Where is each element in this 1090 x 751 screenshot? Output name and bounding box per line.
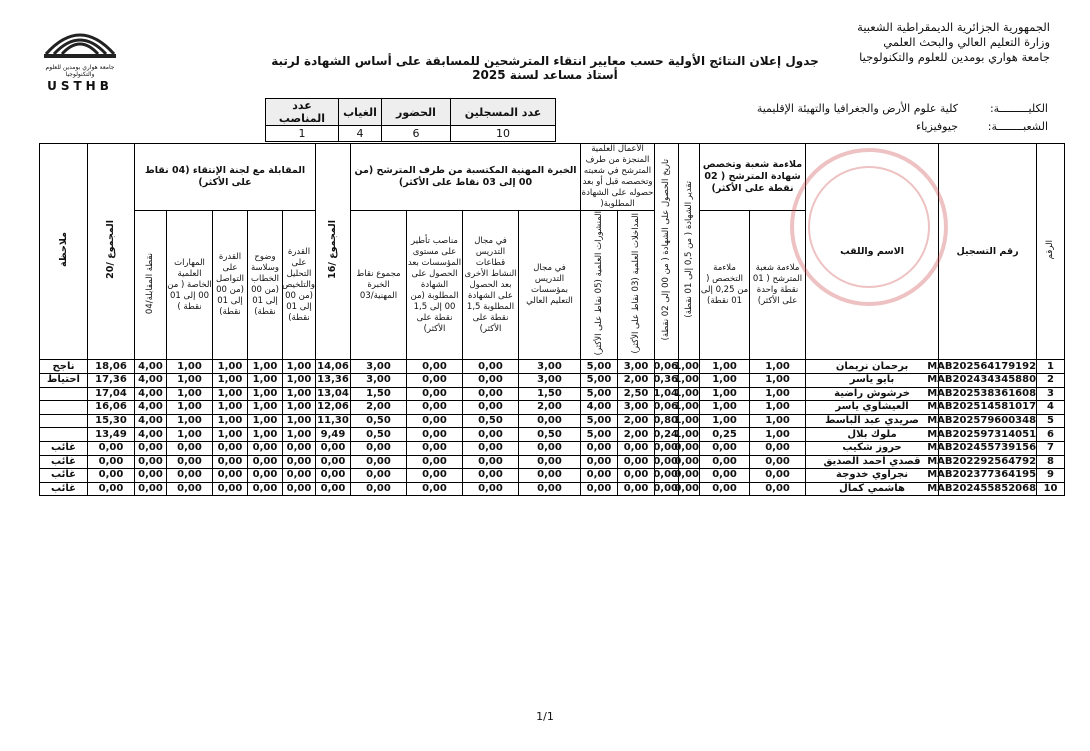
cell-name: ملوك بلال: [806, 428, 939, 442]
cell-iv: 4,00: [135, 414, 167, 428]
cell-note: [40, 401, 88, 415]
cell-i3: 1,00: [213, 428, 248, 442]
cell-name: خرشوش راضية: [806, 387, 939, 401]
cell-i3: 1,00: [213, 414, 248, 428]
summary-header: الحضور: [382, 99, 451, 126]
cell-i2: 0,00: [248, 469, 283, 483]
col-g4a-header: القدرة على التحليل والتلخيص (من 00 إلى 01 نقطة): [283, 211, 316, 360]
cell-i3: 0,00: [213, 469, 248, 483]
cell-s20: 17,36: [88, 373, 135, 387]
faculty-label: الكليـــــــــة:: [989, 102, 1048, 115]
cell-num: 1: [1037, 360, 1065, 374]
cell-num: 9: [1037, 469, 1065, 483]
cell-iv: 0,00: [135, 455, 167, 469]
col-g3c-header: مناصب تأطير على مستوى المؤسسات بعد الحصول على الشهادة المطلوبة (من 00 إلى 1,5 نقطة على الأكثر): [407, 211, 463, 360]
col-sum16-header: المجموع /16: [316, 144, 351, 360]
cell-s20: 0,00: [88, 455, 135, 469]
cell-pub: 5,00: [581, 387, 618, 401]
col-g4b-header: وضوح وسلاسة الخطاب (من 00 إلى 01 نقطة): [248, 211, 283, 360]
cell-note: [40, 428, 88, 442]
cell-i2: 1,00: [248, 360, 283, 374]
col-sum20-header: المجموع /20: [88, 144, 135, 360]
cell-i1: 1,00: [283, 414, 316, 428]
cell-note: غائب: [40, 482, 88, 496]
cell-name: صريدي عبد الباسط: [806, 414, 939, 428]
cell-i2: 0,00: [248, 441, 283, 455]
cell-iv: 4,00: [135, 360, 167, 374]
cell-i4: 0,00: [167, 469, 213, 483]
cell-t3: 0,00: [407, 441, 463, 455]
cell-b: 0,00: [700, 455, 750, 469]
table-row: [40, 441, 1065, 455]
cell-t3: 0,00: [407, 482, 463, 496]
cell-i3: 1,00: [213, 360, 248, 374]
col-g3-header: الخبرة المهنية المكتسبة من طرف المترشح (من 00 إلى 03 نقاط على الأكثر): [351, 144, 581, 211]
cell-i2: 0,00: [248, 482, 283, 496]
col-g1-header: ملاءمة شعبة وتخصص شهادة المترشح ( 02 نقطة على الأكثر): [700, 144, 806, 211]
cell-s16: 13,04: [317, 387, 349, 399]
cell-app: 0,00: [674, 483, 700, 494]
col-date-header: تاريخ الحصول على الشهادة ( من 00 إلى 02 نقطة): [655, 144, 679, 360]
summary-value: 4: [339, 126, 382, 142]
cell-exp: 3,00: [351, 360, 407, 374]
cell-i1: 1,00: [283, 373, 316, 387]
university-logo: [40, 20, 120, 93]
cell-app: 0,00: [674, 455, 700, 467]
cell-date: 0,36: [653, 374, 679, 386]
summary-table: [265, 98, 556, 142]
cell-i1: 1,00: [283, 387, 316, 401]
cell-pub: 5,00: [581, 414, 618, 428]
table-row: [40, 401, 1065, 415]
cell-exp: 3,00: [351, 373, 407, 387]
cell-a: 1,00: [750, 373, 806, 387]
col-reg-header: رقم التسجيل: [939, 144, 1037, 360]
cell-i4: 1,00: [167, 373, 213, 387]
cell-app: 0,00: [674, 469, 700, 481]
cell-note: غائب: [40, 441, 88, 455]
cell-b: 1,00: [700, 373, 750, 387]
cell-num: 5: [1037, 414, 1065, 428]
cell-reg: MAB202377364195: [927, 469, 1037, 481]
cell-t1: 1,50: [519, 387, 581, 401]
cell-conf: 0,00: [618, 469, 655, 483]
cell-exp: 0,00: [351, 469, 407, 483]
table-row: [40, 360, 1065, 374]
cell-num: 2: [1037, 373, 1065, 387]
col-num-header: الرقم: [1037, 144, 1065, 360]
cell-i1: 0,00: [283, 482, 316, 496]
cell-t2: 0,00: [463, 401, 519, 415]
usthb-logo-icon: [40, 20, 120, 60]
cell-num: 4: [1037, 401, 1065, 415]
cell-t3: 0,00: [407, 387, 463, 401]
table-row: [40, 373, 1065, 387]
header-line-2: وزارة التعليم العالي والبحث العلمي: [883, 35, 1050, 49]
cell-num: 6: [1037, 428, 1065, 442]
cell-note: غائب: [40, 455, 88, 469]
cell-exp: 0,00: [351, 455, 407, 469]
table-row: [40, 482, 1065, 496]
cell-b: 1,00: [700, 414, 750, 428]
table-row: [40, 414, 1065, 428]
cell-reg: MAB202455852068: [927, 483, 1037, 494]
cell-i3: 0,00: [213, 482, 248, 496]
cell-date: 0,00: [653, 442, 679, 454]
cell-a: 0,00: [750, 455, 806, 469]
cell-t2: 0,50: [463, 414, 519, 428]
cell-s20: 17,04: [88, 387, 135, 401]
cell-a: 1,00: [750, 401, 806, 415]
cell-name: هاشمي كمال: [806, 482, 939, 496]
results-table: [39, 143, 1065, 496]
cell-app: 1,00: [674, 415, 700, 427]
logo-text: USTHB: [47, 79, 113, 93]
col-g4d-header: المهارات العلمية الخاصة ( من 00 إلى 01 نقطة ): [167, 211, 213, 360]
cell-s16: 0,00: [316, 441, 351, 455]
col-g3d-header: مجموع نقاط الخبرة المهنية/03: [351, 211, 407, 360]
cell-s16: 12,06: [317, 401, 349, 413]
header-line-1: الجمهورية الجزائرية الديمقراطية الشعبية: [857, 20, 1050, 34]
cell-i1: 1,00: [283, 360, 316, 374]
cell-conf: 2,50: [618, 387, 655, 401]
cell-t2: 0,00: [463, 455, 519, 469]
cell-exp: 2,00: [351, 401, 407, 415]
cell-s16: 13,36: [317, 374, 349, 386]
col-note-header: ملاحظة: [40, 144, 88, 360]
cell-pub: 0,00: [581, 441, 618, 455]
cell-name: بايو ياسر: [806, 373, 939, 387]
col-g2a-header: المنشورات العلمية (05 نقاط على الأكثر): [581, 211, 618, 360]
cell-pub: 4,00: [581, 401, 618, 415]
cell-name: العيشاوي ياسر: [806, 401, 939, 415]
cell-exp: 1,50: [351, 387, 407, 401]
cell-i4: 1,00: [167, 387, 213, 401]
cell-a: 0,00: [750, 482, 806, 496]
cell-reg: MAB202597314051: [927, 428, 1037, 440]
cell-exp: 0,00: [351, 441, 407, 455]
cell-pub: 0,00: [581, 482, 618, 496]
summary-header: عدد المناصب: [266, 99, 339, 126]
summary-value: 10: [451, 126, 556, 142]
cell-s20: 0,00: [88, 441, 135, 455]
cell-s16: 11,30: [317, 415, 349, 427]
cell-app: 1,00: [674, 428, 700, 440]
cell-b: 1,00: [700, 387, 750, 401]
cell-pub: 5,00: [581, 373, 618, 387]
cell-s20: 13,49: [88, 428, 135, 442]
cell-a: 1,00: [750, 360, 806, 374]
cell-reg: MAB202564179192: [927, 360, 1037, 372]
cell-conf: 0,00: [618, 482, 655, 496]
cell-t2: 0,00: [463, 469, 519, 483]
cell-s16: 9,49: [316, 428, 351, 442]
col-g4-header: المقابلة مع لجنة الإنتقاء (04 نقاط على الأكثر): [135, 144, 316, 211]
cell-app: 0,00: [674, 442, 700, 454]
cell-s20: 16,06: [88, 401, 135, 415]
cell-i4: 1,00: [167, 414, 213, 428]
cell-s20: 0,00: [88, 469, 135, 483]
cell-date: 1,04: [653, 387, 679, 399]
table-row: [40, 469, 1065, 483]
cell-t1: 3,00: [519, 373, 581, 387]
cell-i4: 1,00: [167, 428, 213, 442]
cell-t3: 0,00: [407, 414, 463, 428]
cell-b: 0,00: [700, 469, 750, 483]
cell-a: 1,00: [750, 387, 806, 401]
cell-i1: 0,00: [283, 469, 316, 483]
branch-value: جيوفيزياء: [915, 120, 958, 133]
col-name-header: الاسم واللقب: [806, 144, 939, 360]
cell-i2: 1,00: [248, 387, 283, 401]
cell-a: 0,00: [750, 441, 806, 455]
cell-conf: 3,00: [618, 401, 655, 415]
cell-t2: 0,00: [463, 428, 519, 442]
cell-s16: 0,00: [316, 482, 351, 496]
cell-iv: 0,00: [135, 469, 167, 483]
page-number: 1/1: [536, 710, 554, 723]
cell-date: 0,80: [653, 415, 679, 427]
cell-t3: 0,00: [407, 401, 463, 415]
cell-pub: 5,00: [581, 360, 618, 374]
cell-t1: 0,50: [519, 428, 581, 442]
cell-b: 1,00: [700, 401, 750, 415]
cell-i1: 0,00: [283, 441, 316, 455]
cell-t1: 0,00: [519, 414, 581, 428]
col-g1b-header: ملاءمة التخصص ( من 0,25 إلى 01 نقطة): [700, 211, 750, 360]
cell-exp: 0,00: [351, 482, 407, 496]
cell-b: 0,00: [700, 441, 750, 455]
cell-i2: 1,00: [248, 428, 283, 442]
cell-b: 0,00: [700, 482, 750, 496]
col-g1a-header: ملاءمة شعبة المترشح ( 01 نقطة واحدة على الأكثر): [750, 211, 806, 360]
cell-iv: 0,00: [135, 482, 167, 496]
summary-header: الغياب: [339, 99, 382, 126]
cell-reg: MAB202514581017: [927, 401, 1037, 413]
cell-reg: MAB202579600348: [927, 415, 1037, 427]
cell-i3: 0,00: [213, 441, 248, 455]
cell-i2: 1,00: [248, 414, 283, 428]
cell-s20: 18,06: [88, 360, 135, 374]
cell-date: 0,00: [653, 455, 679, 467]
cell-reg: MAB202455739156: [927, 442, 1037, 454]
cell-conf: 2,00: [618, 373, 655, 387]
document-title: جدول إعلان النتائج الأولية حسب معايير انتقاء المترشحين للمسابقة على أساس الشهادة لرتبة أستاذ مساعد لسنة 2025: [271, 54, 819, 82]
faculty-value: كلية علوم الأرض والجغرافيا والتهيئة الإقليمية: [756, 102, 958, 115]
cell-date: 0,00: [653, 483, 679, 494]
cell-note: غائب: [40, 469, 88, 483]
cell-conf: 2,00: [618, 414, 655, 428]
col-g4e-header: نقطة المقابلة/04: [135, 211, 167, 360]
cell-t3: 0,00: [407, 373, 463, 387]
cell-name: حروز شكيب: [806, 441, 939, 455]
cell-conf: 3,00: [618, 360, 655, 374]
col-g2-header: الأعمال العلمية المنجزة من طرف المترشح في شعبته وتخصصه قبل أو بعد حصوله على الشهادة المطلوبة(: [581, 144, 654, 209]
summary-value: 1: [266, 126, 339, 142]
cell-i3: 0,00: [213, 455, 248, 469]
cell-s20: 15,30: [88, 414, 135, 428]
cell-t1: 2,00: [519, 401, 581, 415]
cell-i4: 1,00: [167, 360, 213, 374]
cell-note: ناجح: [40, 360, 88, 374]
cell-app: 1,00: [674, 387, 700, 399]
cell-iv: 4,00: [135, 387, 167, 401]
cell-exp: 0,50: [351, 428, 407, 442]
cell-a: 1,00: [750, 428, 806, 442]
cell-iv: 4,00: [135, 373, 167, 387]
summary-value: 6: [382, 126, 451, 142]
header-line-3: جامعة هواري بومدين للعلوم والتكنولوجيا: [859, 50, 1050, 64]
table-row: [40, 455, 1065, 469]
cell-s16: 14,06: [317, 360, 349, 372]
cell-i3: 1,00: [213, 373, 248, 387]
branch-label: الشعبــــــــة:: [987, 120, 1048, 133]
cell-t1: 0,00: [519, 469, 581, 483]
cell-t3: 0,00: [407, 360, 463, 374]
cell-name: برحمان نريمان: [806, 360, 939, 374]
cell-app: 1,00: [674, 360, 700, 372]
col-appreciation-header: تقدير الشهادة ( من 0,5 إلى 01 نقطة): [679, 144, 700, 360]
cell-i1: 1,00: [283, 401, 316, 415]
cell-pub: 0,00: [581, 455, 618, 469]
cell-exp: 0,50: [351, 414, 407, 428]
cell-pub: 5,00: [581, 428, 618, 442]
cell-t2: 0,00: [463, 373, 519, 387]
cell-app: 1,00: [674, 401, 700, 413]
cell-date: 0,06: [653, 401, 679, 413]
cell-conf: 0,00: [618, 441, 655, 455]
cell-s20: 0,00: [88, 482, 135, 496]
cell-s16: 0,00: [316, 469, 351, 483]
col-g2b-header: المداخلات العلمية (03 نقاط على الأكثر): [618, 211, 655, 360]
cell-num: 8: [1037, 455, 1065, 469]
col-g3b-header: في مجال التدريس قطاعات النشاط الأخرى بعد الحصول على الشهادة المطلوبة 1,5 نقطة على الأكثر): [463, 211, 519, 360]
cell-t1: 3,00: [519, 360, 581, 374]
cell-num: 7: [1037, 441, 1065, 455]
cell-i2: 1,00: [248, 373, 283, 387]
table-row: [40, 428, 1065, 442]
cell-num: 10: [1037, 482, 1065, 496]
cell-b: 0,25: [700, 428, 750, 442]
cell-s16: 0,00: [316, 455, 351, 469]
cell-note: [40, 387, 88, 401]
cell-note: [40, 414, 88, 428]
cell-a: 0,00: [750, 469, 806, 483]
cell-conf: 0,00: [618, 455, 655, 469]
cell-conf: 2,00: [618, 428, 655, 442]
cell-t2: 0,00: [463, 441, 519, 455]
cell-i4: 0,00: [167, 455, 213, 469]
cell-t1: 0,00: [519, 482, 581, 496]
cell-i2: 0,00: [248, 455, 283, 469]
cell-date: 0,06: [653, 360, 679, 372]
cell-num: 3: [1037, 387, 1065, 401]
cell-reg: MAB202292564792: [927, 455, 1037, 467]
cell-iv: 0,00: [135, 441, 167, 455]
cell-i2: 1,00: [248, 401, 283, 415]
cell-date: 0,00: [653, 469, 679, 481]
cell-reg: MAB202538361608: [927, 387, 1037, 399]
cell-name: نجراوي خدوجة: [806, 469, 939, 483]
cell-t3: 0,00: [407, 469, 463, 483]
cell-t3: 0,00: [407, 428, 463, 442]
cell-pub: 0,00: [581, 469, 618, 483]
cell-t2: 0,00: [463, 387, 519, 401]
table-row: [40, 387, 1065, 401]
cell-name: قصدي احمد الصديق: [806, 455, 939, 469]
cell-t2: 0,00: [463, 482, 519, 496]
cell-note: احتياط: [40, 373, 88, 387]
cell-t3: 0,00: [407, 455, 463, 469]
logo-subtext: جامعة هواري بومدين للعلوم والتكنولوجيا: [45, 64, 115, 78]
cell-i1: 1,00: [283, 428, 316, 442]
col-g4c-header: القدرة على التواصل (من 00 إلى 01 نقطة): [213, 211, 248, 360]
cell-t2: 0,00: [463, 360, 519, 374]
cell-i4: 1,00: [167, 401, 213, 415]
cell-iv: 4,00: [135, 401, 167, 415]
cell-reg: MAB202434345880: [927, 374, 1037, 386]
cell-t1: 0,00: [519, 441, 581, 455]
cell-t1: 0,00: [519, 455, 581, 469]
col-g3a-header: في مجال التدريس بمؤسسات التعليم العالي: [519, 211, 581, 360]
cell-b: 1,00: [700, 360, 750, 374]
cell-i1: 0,00: [283, 455, 316, 469]
cell-a: 1,00: [750, 414, 806, 428]
cell-i3: 1,00: [213, 387, 248, 401]
cell-i4: 0,00: [167, 482, 213, 496]
summary-header: عدد المسجلين: [451, 99, 556, 126]
faculty-info: [718, 100, 1048, 136]
cell-app: 1,00: [674, 374, 700, 386]
cell-i3: 1,00: [213, 401, 248, 415]
cell-date: 0,24: [653, 428, 679, 440]
cell-iv: 4,00: [135, 428, 167, 442]
cell-i4: 0,00: [167, 441, 213, 455]
